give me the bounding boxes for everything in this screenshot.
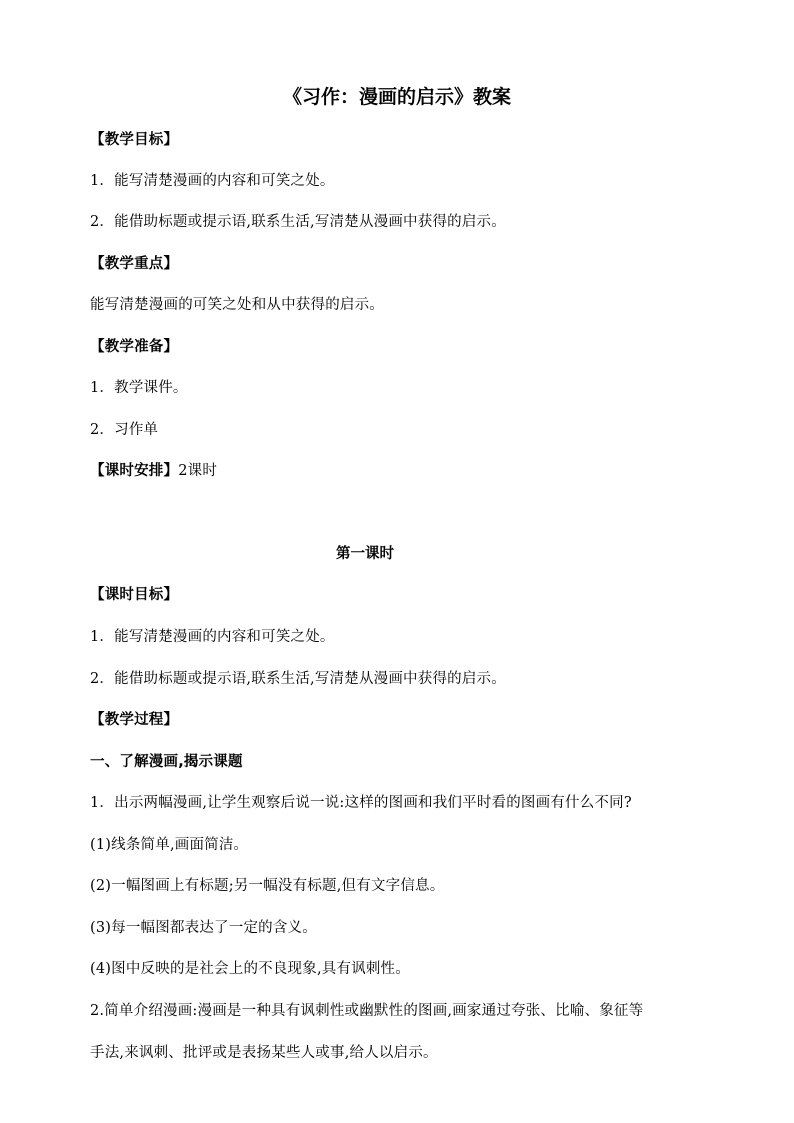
goal-item-2: 2．能借助标题或提示语,联系生活,写清楚从漫画中获得的启示。 xyxy=(90,214,506,230)
schedule-heading: 【课时安排】 xyxy=(90,463,179,479)
document-title: 《习作：漫画的启示》教案 xyxy=(282,86,511,108)
process-line-6: 2.简单介绍漫画:漫画是一种具有讽刺性或幽默性的图画,画家通过夸张、比喻、象征等 xyxy=(90,1003,644,1019)
process-line-5: (4)图中反映的是社会上的不良现象,具有讽刺性。 xyxy=(90,961,410,977)
prep-item-1: 1．教学课件。 xyxy=(90,380,188,396)
section1-heading: 一、了解漫画,揭示课题 xyxy=(90,754,243,770)
process-heading: 【教学过程】 xyxy=(90,712,179,728)
process-line-7: 手法,来讽刺、批评或是表扬某些人或事,给人以启示。 xyxy=(90,1045,438,1061)
goal-item-1: 1．能写清楚漫画的内容和可笑之处。 xyxy=(90,173,335,189)
prep-item-2: 2．习作单 xyxy=(90,422,159,438)
schedule-line xyxy=(90,461,217,481)
process-line-1: 1．出示两幅漫画,让学生观察后说一说:这样的图画和我们平时看的图画有什么不同? xyxy=(90,795,632,811)
lesson-goal-item-2: 2．能借助标题或提示语,联系生活,写清楚从漫画中获得的启示。 xyxy=(90,671,506,687)
process-line-3: (2)一幅图画上有标题;另一幅没有标题,但有文字信息。 xyxy=(90,878,445,894)
process-line-2: (1)线条简单,画面简洁。 xyxy=(90,837,249,853)
lesson-goals-heading: 【课时目标】 xyxy=(90,587,179,603)
lesson-goal-item-1: 1．能写清楚漫画的内容和可笑之处。 xyxy=(90,629,335,645)
process-line-4: (3)每一幅图都表达了一定的含义。 xyxy=(90,920,317,936)
key-heading: 【教学重点】 xyxy=(90,256,179,272)
lesson1-title: 第一课时 xyxy=(336,546,394,562)
key-text: 能写清楚漫画的可笑之处和从中获得的启示。 xyxy=(90,297,384,313)
prep-heading: 【教学准备】 xyxy=(90,339,179,355)
goals-heading: 【教学目标】 xyxy=(90,132,179,148)
schedule-value: 2课时 xyxy=(178,463,218,479)
